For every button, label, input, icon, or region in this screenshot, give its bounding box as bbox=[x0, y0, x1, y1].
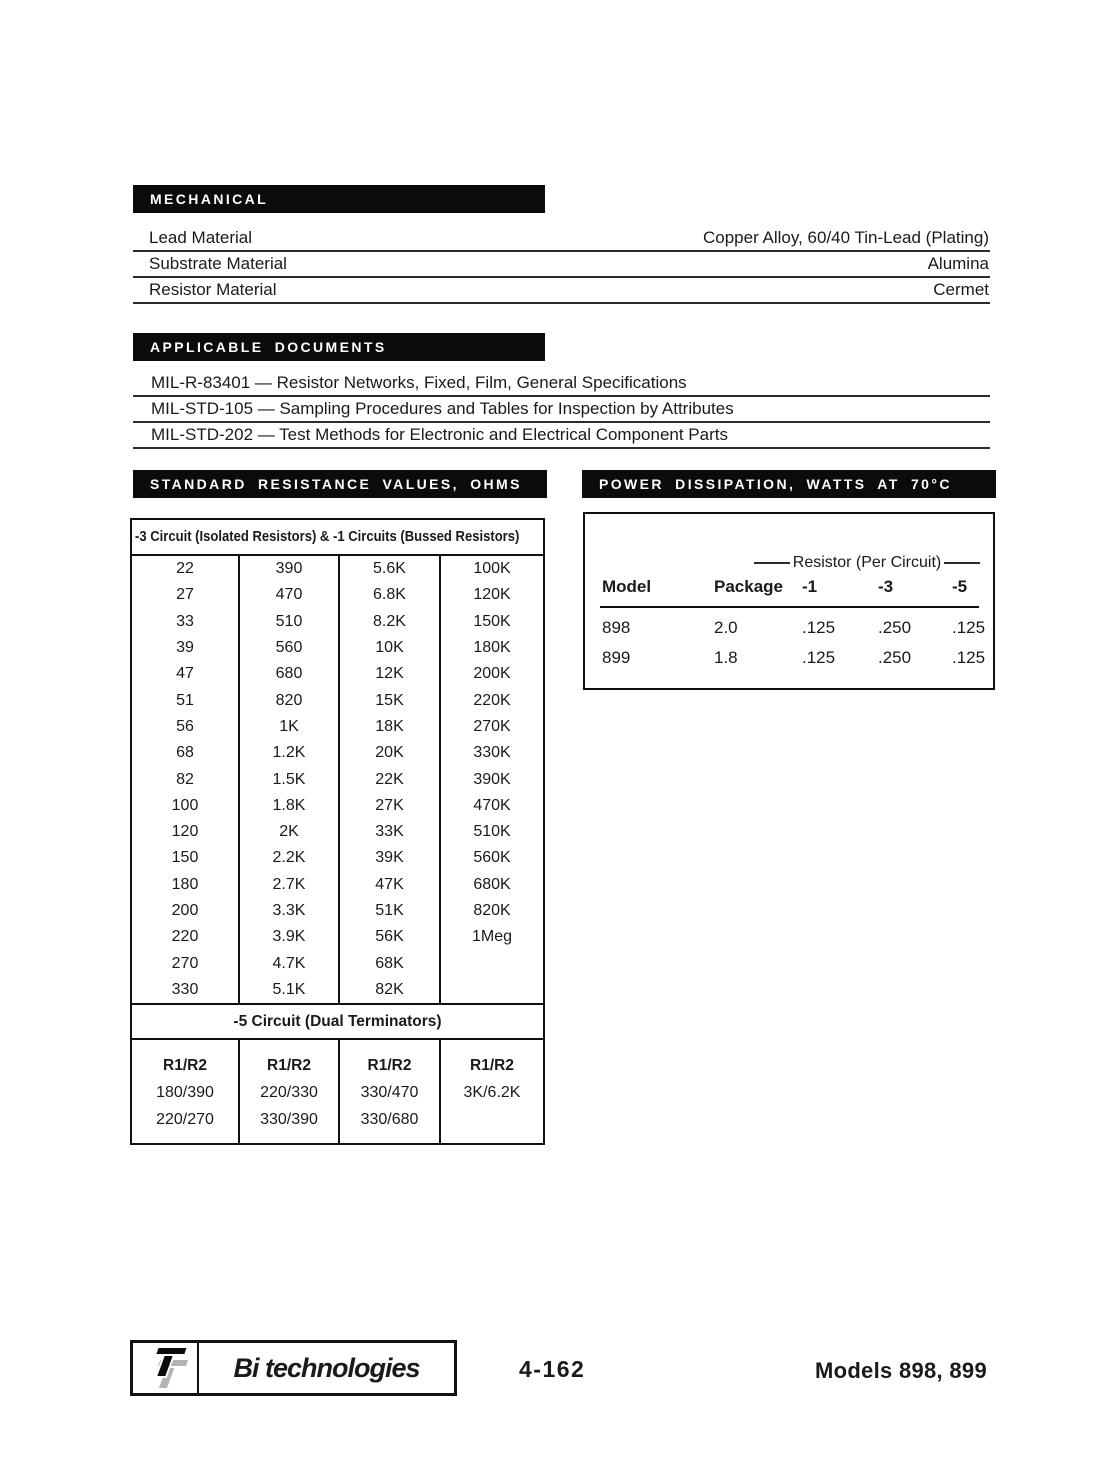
resistance-values-table bbox=[130, 518, 545, 1145]
resistance-cell: 150K bbox=[473, 612, 511, 630]
resistance-cell: 18K bbox=[375, 717, 404, 735]
resistance-cell: 8.2K bbox=[373, 612, 406, 630]
r1r2-column-header: R1/R2 bbox=[470, 1056, 514, 1074]
resistance-cell: 15K bbox=[375, 691, 404, 709]
resistance-cell: 390 bbox=[275, 560, 303, 578]
resistance-cell: 39 bbox=[176, 639, 194, 657]
model-value: 898 bbox=[602, 618, 631, 637]
resistance-cell: 3.3K bbox=[272, 902, 306, 919]
double-t-logo-icon bbox=[142, 1344, 188, 1392]
r1r2-column-4 bbox=[441, 1040, 543, 1143]
resistance-cell: 20K bbox=[375, 744, 404, 762]
resistance-cell: 820 bbox=[275, 691, 303, 709]
resistance-column-4 bbox=[441, 556, 543, 1003]
resistance-cell: 4.7K bbox=[272, 954, 306, 972]
resistance-cell: 470 bbox=[275, 586, 303, 604]
resistance-cell: 330 bbox=[171, 980, 199, 998]
r1r2-cell: 330/390 bbox=[260, 1110, 318, 1128]
resistance-table-title bbox=[132, 520, 543, 556]
resistance-cell: 180K bbox=[473, 639, 511, 657]
resistance-cell: 470K bbox=[473, 796, 511, 814]
resistance-cell: 820K bbox=[473, 902, 511, 919]
r1r2-column-header: R1/R2 bbox=[367, 1056, 412, 1074]
resistance-cell: 510K bbox=[473, 823, 511, 841]
mechanical-spec-table bbox=[133, 226, 990, 304]
bi-logo-icon-cell bbox=[133, 1343, 199, 1393]
resistance-cell: 6.8K bbox=[373, 586, 406, 604]
document-item: MIL-STD-202 — Test Methods for Electronic and Electrical Component Parts bbox=[133, 423, 990, 449]
resistance-cell: 56 bbox=[176, 717, 194, 735]
r1r2-cell bbox=[441, 1106, 543, 1133]
spec-row-resistor-material bbox=[133, 278, 990, 304]
resistance-cell: 10K bbox=[375, 639, 404, 657]
spec-label: Resistor Material bbox=[149, 280, 277, 299]
resistance-table-title-text: -3 Circuit (Isolated Resistors) & -1 Circuits (Bussed Resistors) bbox=[135, 529, 520, 545]
package-value: 1.8 bbox=[714, 648, 738, 667]
resistance-cell: 5.6K bbox=[373, 560, 406, 578]
column-header-1: -1 bbox=[802, 577, 818, 596]
resistance-cell: 5.1K bbox=[272, 980, 306, 998]
resistance-cell: 220K bbox=[473, 691, 511, 709]
r1r2-cell: 180/390 bbox=[156, 1083, 214, 1101]
dash-rule-left bbox=[754, 562, 790, 564]
page-number: 4-162 bbox=[519, 1356, 586, 1382]
resistance-cell: 560 bbox=[275, 639, 303, 657]
resistance-cell: 33K bbox=[375, 823, 404, 841]
resistance-cell: 270K bbox=[473, 717, 511, 735]
power-table-row-898 bbox=[602, 614, 985, 642]
spec-label: Lead Material bbox=[149, 228, 253, 247]
watts-3-value: .250 bbox=[878, 618, 912, 637]
resistance-cell: 3.9K bbox=[272, 928, 306, 946]
power-table-header-rule bbox=[600, 606, 979, 608]
r1r2-column-2 bbox=[240, 1040, 340, 1143]
resistor-per-circuit-span bbox=[751, 552, 983, 574]
resistance-cell: 200 bbox=[171, 902, 199, 919]
resistance-cell bbox=[441, 950, 543, 976]
resistance-cell: 82 bbox=[176, 770, 194, 788]
resistance-cell: 1K bbox=[279, 717, 299, 735]
r1r2-column-header: R1/R2 bbox=[267, 1056, 311, 1074]
resistance-cell: 68 bbox=[176, 744, 194, 762]
resistance-cell: 510 bbox=[275, 612, 303, 630]
document-item: MIL-R-83401 — Resistor Networks, Fixed, Film, General Specifications bbox=[133, 371, 990, 397]
watts-5-value: .125 bbox=[952, 648, 986, 667]
resistance-cell: 22K bbox=[375, 770, 404, 788]
model-value: 899 bbox=[602, 648, 631, 667]
spec-row-substrate-material bbox=[133, 252, 990, 278]
resistance-cell: 1.2K bbox=[272, 744, 306, 762]
resistance-cell: 39K bbox=[375, 849, 404, 867]
resistance-cell: 330K bbox=[473, 744, 511, 762]
resistance-cell bbox=[441, 977, 543, 1003]
resistance-values-grid bbox=[132, 556, 543, 1005]
watts-1-value: .125 bbox=[802, 618, 836, 637]
spec-label: Substrate Material bbox=[149, 254, 287, 273]
dual-terminators-title: -5 Circuit (Dual Terminators) bbox=[132, 1005, 543, 1040]
document-item: MIL-STD-105 — Sampling Procedures and Tables for Inspection by Attributes bbox=[133, 397, 990, 423]
resistance-cell: 33 bbox=[176, 612, 194, 630]
r1r2-cell: 3K/6.2K bbox=[463, 1083, 521, 1101]
resistance-cell: 150 bbox=[171, 849, 199, 867]
r1r2-column-1 bbox=[132, 1040, 240, 1143]
power-table-header-row bbox=[602, 574, 985, 600]
resistance-cell: 680 bbox=[275, 665, 303, 683]
watts-1-value: .125 bbox=[802, 648, 836, 667]
watts-3-value: .250 bbox=[878, 648, 912, 667]
resistance-cell: 100K bbox=[473, 560, 511, 578]
dash-rule-right bbox=[944, 562, 980, 564]
resistance-cell: 120 bbox=[171, 823, 199, 841]
resistance-cell: 2.7K bbox=[272, 875, 306, 893]
resistance-cell: 220 bbox=[171, 928, 199, 946]
resistance-cell: 27 bbox=[176, 586, 194, 604]
resistance-cell: 22 bbox=[176, 560, 194, 578]
resistance-cell: 100 bbox=[171, 796, 199, 814]
package-value: 2.0 bbox=[714, 618, 738, 637]
resistance-cell: 47 bbox=[176, 665, 194, 683]
resistance-column-2 bbox=[240, 556, 340, 1003]
column-header-5: -5 bbox=[952, 577, 968, 596]
spec-value: Cermet bbox=[933, 280, 989, 299]
resistance-cell: 200K bbox=[473, 665, 511, 683]
power-table-row-899 bbox=[602, 644, 985, 672]
r1r2-grid bbox=[132, 1040, 543, 1143]
resistance-cell: 1.5K bbox=[272, 770, 306, 788]
bi-technologies-wordmark: Bi technologies bbox=[233, 1352, 420, 1383]
applicable-documents-section-header: APPLICABLE DOCUMENTS bbox=[133, 333, 545, 361]
resistance-cell: 680K bbox=[473, 875, 511, 893]
resistance-cell: 51K bbox=[375, 902, 404, 919]
spec-value: Copper Alloy, 60/40 Tin-Lead (Plating) bbox=[702, 228, 989, 247]
r1r2-cell: 220/270 bbox=[156, 1110, 214, 1128]
watts-5-value: .125 bbox=[952, 618, 986, 637]
resistance-cell: 1.8K bbox=[272, 796, 306, 814]
resistance-cell: 180 bbox=[171, 875, 199, 893]
resistor-per-circuit-label: Resistor (Per Circuit) bbox=[792, 554, 942, 571]
applicable-documents-list bbox=[133, 371, 990, 449]
resistance-cell: 2.2K bbox=[272, 849, 306, 867]
column-header-3: -3 bbox=[878, 577, 894, 596]
power-dissipation-section-header: POWER DISSIPATION, WATTS AT 70°C bbox=[582, 470, 996, 498]
models-label: Models 898, 899 bbox=[814, 1358, 987, 1383]
r1r2-cell: 330/680 bbox=[360, 1110, 419, 1128]
resistance-cell: 390K bbox=[473, 770, 511, 788]
resistance-cell: 47K bbox=[375, 875, 404, 893]
r1r2-cell: 330/470 bbox=[360, 1083, 419, 1101]
bi-technologies-logo bbox=[130, 1340, 457, 1396]
resistance-cell: 68K bbox=[375, 954, 404, 972]
r1r2-column-3 bbox=[340, 1040, 441, 1143]
r1r2-column-header: R1/R2 bbox=[163, 1056, 207, 1074]
resistance-cell: 120K bbox=[473, 586, 511, 604]
resistance-cell: 51 bbox=[176, 691, 194, 709]
resistance-cell: 2K bbox=[279, 823, 299, 841]
power-dissipation-table bbox=[583, 512, 995, 690]
spec-row-lead-material bbox=[133, 226, 990, 252]
resistance-cell: 1Meg bbox=[471, 928, 513, 946]
resistance-values-section-header: STANDARD RESISTANCE VALUES, OHMS bbox=[133, 470, 547, 498]
resistance-cell: 12K bbox=[375, 665, 404, 683]
resistance-cell: 82K bbox=[375, 980, 404, 998]
resistance-column-1 bbox=[132, 556, 240, 1003]
resistance-column-3 bbox=[340, 556, 441, 1003]
column-header-package: Package bbox=[714, 577, 783, 596]
resistance-cell: 56K bbox=[375, 928, 404, 946]
resistance-cell: 560K bbox=[473, 849, 511, 867]
mechanical-section-header: MECHANICAL bbox=[133, 185, 545, 213]
spec-value: Alumina bbox=[927, 254, 989, 273]
resistance-cell: 270 bbox=[171, 954, 199, 972]
r1r2-cell: 220/330 bbox=[260, 1083, 318, 1101]
column-header-model: Model bbox=[602, 577, 652, 596]
resistance-cell: 27K bbox=[375, 796, 404, 814]
